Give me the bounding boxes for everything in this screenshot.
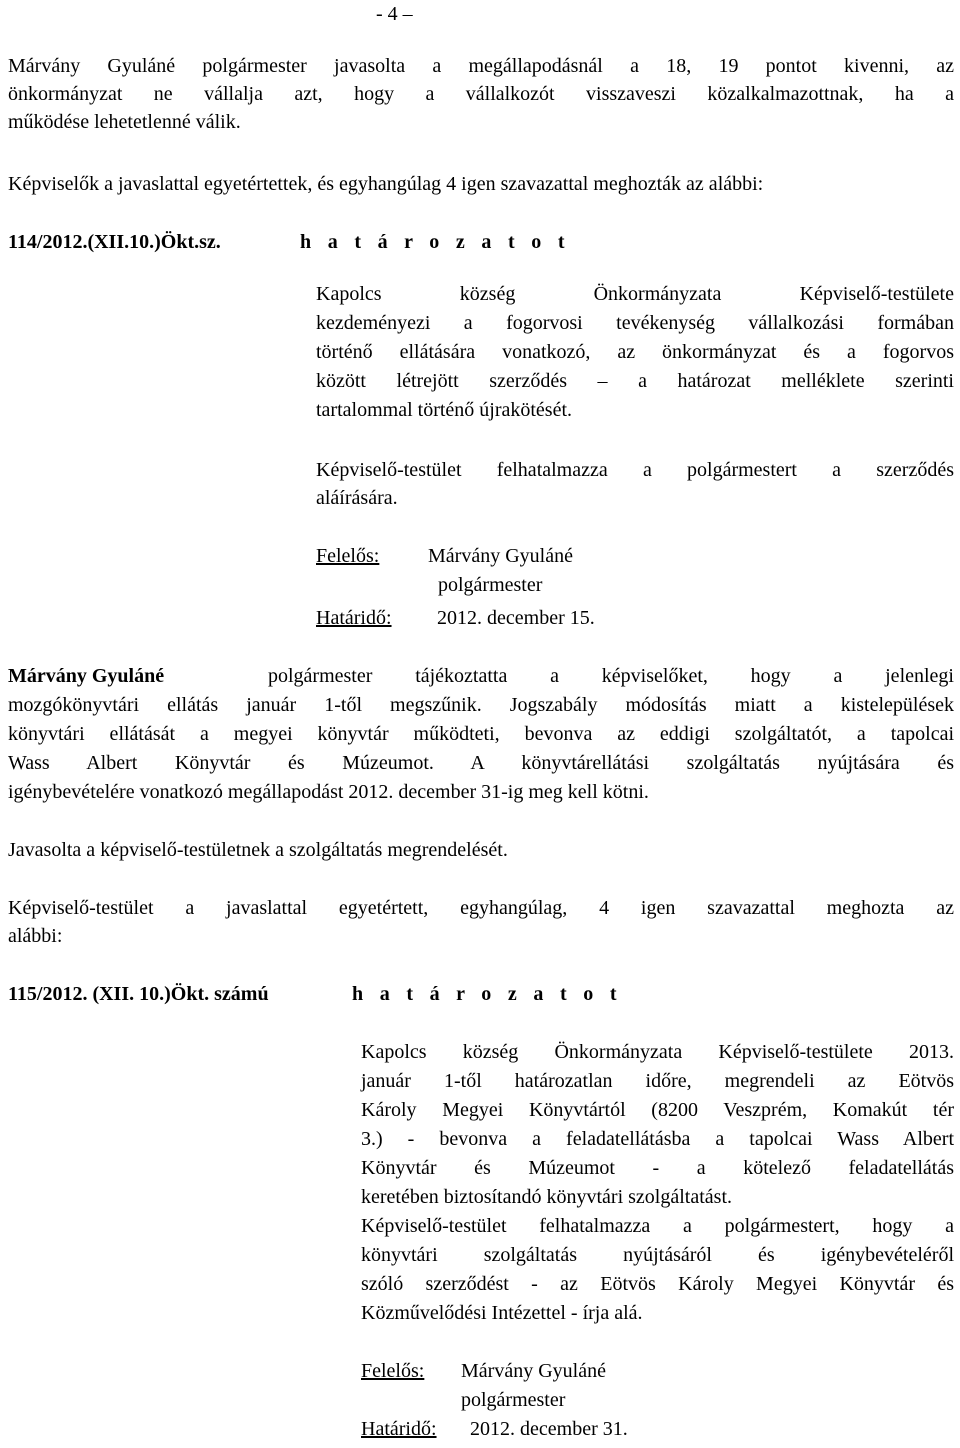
res2-body-line: Közművelődési Intézettel - írja alá. [361, 1302, 643, 1324]
res1-body-line: történő ellátására vonatkozó, az önkormányzat és a fogorvos [316, 341, 954, 363]
res2-body-line: 3.) - bevonva a feladatellátásba a tapolcai Wass Albert [361, 1128, 954, 1150]
res2-body-line: Károly Megyei Könyvtártól (8200 Veszprém, Komakút tér [361, 1099, 954, 1121]
res2-body-line: Képviselő-testület felhatalmazza a polgármestert, hogy a [361, 1215, 954, 1237]
res2-body-line: könyvtári szolgáltatás nyújtásáról és igénybevételéről [361, 1244, 954, 1266]
vote-statement-1: Képviselők a javaslattal egyetértettek, és egyhangúlag 4 igen szavazattal meghozták az alábbi: [8, 173, 764, 195]
resolution-1-heading: h a t á r o z a t o t [300, 231, 571, 253]
res1-body-line: kezdeményezi a fogorvosi tevékenység vállalkozási formában [316, 312, 954, 334]
page-number: - 4 – [376, 3, 413, 25]
res1-deadline-value: 2012. december 15. [437, 607, 595, 629]
para2-line: mozgókönyvtári ellátás január 1-től megszűnik. Jogszabály módosítás miatt a kistelepülések [8, 694, 954, 716]
res2-responsible-label: Felelős: [361, 1360, 425, 1382]
proposal-line: Javasolta a képviselő-testületnek a szolgáltatás megrendelését. [8, 839, 508, 861]
para2-line: Wass Albert Könyvtár és Múzeumot. A könyvtárellátási szolgáltatás nyújtására és [8, 752, 954, 774]
resolution-2-heading: h a t á r o z a t o t [352, 983, 623, 1005]
intro-line-3: működése lehetetlenné válik. [8, 111, 241, 133]
res1-body-line: Kapolcs község Önkormányzata Képviselő-testülete [316, 283, 954, 305]
vote-statement-2-cont: alábbi: [8, 925, 63, 947]
res2-body-line: Kapolcs község Önkormányzata Képviselő-testülete 2013. [361, 1041, 954, 1063]
res1-authorization-line: Képviselő-testület felhatalmazza a polgármestert a szerződés [316, 459, 954, 481]
para2-line: igénybevételére vonatkozó megállapodást 2012. december 31-ig meg kell kötni. [8, 781, 649, 803]
para2-name: Márvány Gyuláné [8, 665, 165, 687]
resolution-2-number: 115/2012. (XII. 10.)Ökt. számú [8, 983, 269, 1005]
res2-body-line: szóló szerződést - az Eötvös Károly Megyei Könyvtár és [361, 1273, 954, 1295]
res2-responsible-name: Márvány Gyuláné [461, 1360, 606, 1382]
res1-authorization-line: aláírására. [316, 487, 398, 509]
res1-responsible-title: polgármester [438, 574, 543, 596]
res2-body-line: január 1-től határozatlan időre, megrendeli az Eötvös [361, 1070, 954, 1092]
res1-responsible-label: Felelős: [316, 545, 380, 567]
intro-line-1: Márvány Gyuláné polgármester javasolta a megállapodásnál a 18, 19 pontot kivenni, az [8, 55, 954, 77]
res1-body-line: tartalommal történő újrakötését. [316, 399, 573, 421]
res2-deadline-label: Határidő: [361, 1418, 437, 1440]
res1-responsible-name: Márvány Gyuláné [428, 545, 573, 567]
para2-line: könyvtári ellátását a megyei könyvtár működteti, bevonva az eddigi szolgáltatót, a tapolcai [8, 723, 954, 745]
res2-deadline-value: 2012. december 31. [470, 1418, 628, 1440]
res1-deadline-label: Határidő: [316, 607, 392, 629]
para2-line: polgármester tájékoztatta a képviselőket, hogy a jelenlegi [268, 665, 954, 687]
intro-line-2: önkormányzat ne vállalja azt, hogy a vállalkozót visszaveszi közalkalmazottnak, ha a [8, 83, 954, 105]
res1-body-line: között létrejött szerződés – a határozat melléklete szerinti [316, 370, 954, 392]
resolution-1-number: 114/2012.(XII.10.)Ökt.sz. [8, 231, 221, 253]
res2-body-line: keretében biztosítandó könyvtári szolgáltatást. [361, 1186, 732, 1208]
res2-responsible-title: polgármester [461, 1389, 566, 1411]
res2-body-line: Könyvtár és Múzeumot - a kötelező feladatellátás [361, 1157, 954, 1179]
vote-statement-2: Képviselő-testület a javaslattal egyetértett, egyhangúlag, 4 igen szavazattal meghozta az [8, 897, 954, 919]
